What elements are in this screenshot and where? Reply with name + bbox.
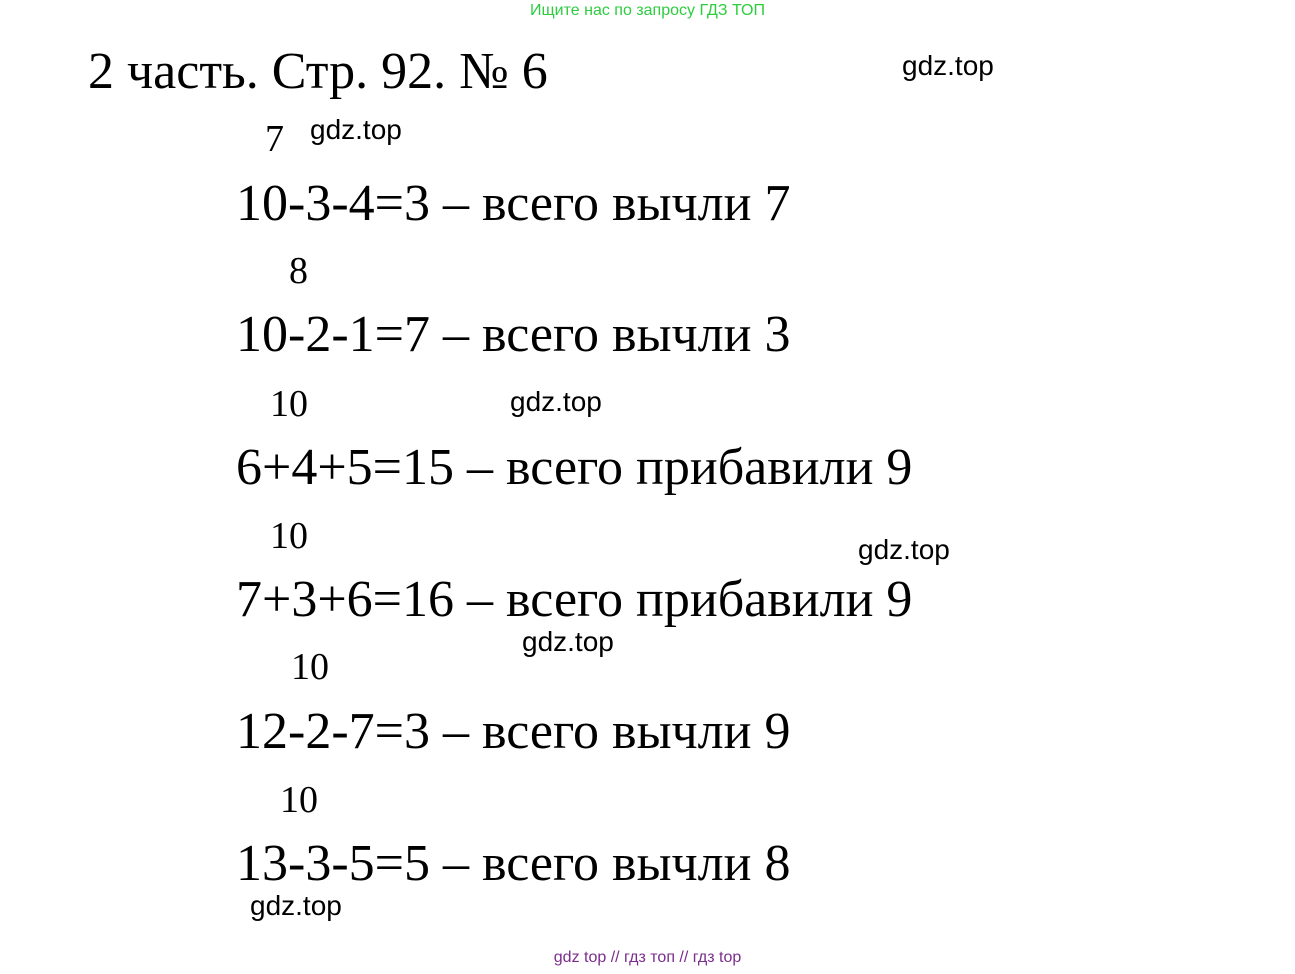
group-sum-annotation: 10 — [280, 779, 318, 821]
watermark: gdz.top — [310, 114, 402, 145]
group-sum-annotation: 10 — [291, 646, 329, 688]
equation-line: 12-2-7=3 – всего вычли 9 — [236, 703, 791, 760]
group-sum-annotation: 10 — [270, 515, 308, 557]
watermark: gdz.top — [522, 626, 614, 657]
group-sum-annotation: 7 — [265, 118, 284, 160]
footer-links: gdz top // гдз топ // гдз top — [553, 949, 742, 966]
equation-line: 10-3-4=3 – всего вычли 7 — [236, 175, 791, 232]
group-sum-annotation: 10 — [270, 383, 308, 425]
watermark: gdz.top — [510, 386, 602, 417]
equation-line: 13-3-5=5 – всего вычли 8 — [236, 835, 791, 892]
equation-line: 7+3+6=16 – всего прибавили 9 — [236, 571, 913, 628]
watermark: gdz.top — [858, 534, 950, 565]
group-sum-annotation: 8 — [289, 250, 308, 292]
page-title: 2 часть. Стр. 92. № 6 — [88, 43, 548, 100]
equation-line: 6+4+5=15 – всего прибавили 9 — [236, 439, 913, 496]
watermark: gdz.top — [902, 50, 994, 81]
search-hint-banner: Ищите нас по запросу ГДЗ ТОП — [530, 2, 765, 19]
equation-line: 10-2-1=7 – всего вычли 3 — [236, 306, 791, 363]
watermark: gdz.top — [250, 890, 342, 921]
